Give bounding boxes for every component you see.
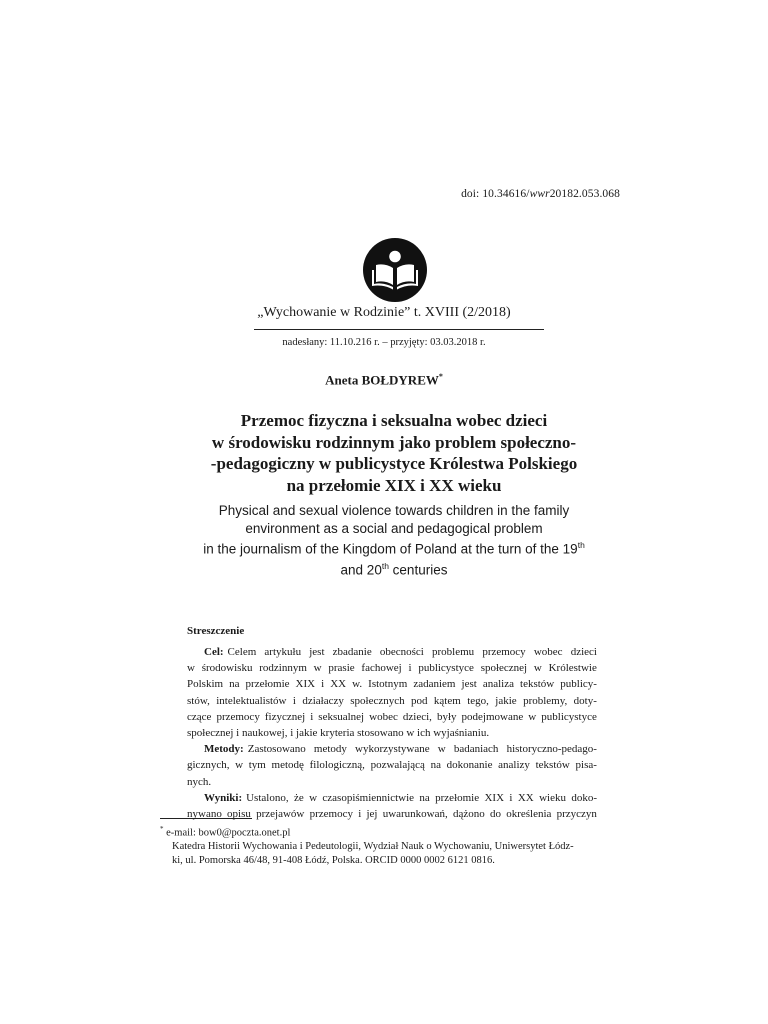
abstract-word: tym	[248, 759, 266, 772]
title-english-line: environment as a social and pedagogical problem	[245, 520, 543, 536]
abstract-word: i	[358, 807, 362, 820]
abstract-label-metody: Metody:	[204, 743, 244, 756]
title-polish	[150, 410, 638, 496]
author-footnote-marker: *	[438, 372, 443, 381]
title-english-text: centuries	[388, 562, 448, 578]
abstract-word: publicystyce	[418, 662, 474, 675]
abstract-word: stów,	[187, 694, 210, 707]
abstract-word: na	[430, 759, 441, 772]
abstract-word: przełomie	[245, 678, 290, 691]
abstract-word: intelektualistów	[216, 694, 287, 707]
abstract-word: filologiczną,	[309, 759, 365, 772]
abstract-word: Istotnym	[368, 678, 408, 691]
abstract-text	[187, 676, 597, 692]
abstract-line	[187, 741, 597, 757]
abstract-word: jest	[461, 678, 477, 691]
abstract-word: na	[229, 678, 240, 691]
abstract-word: problemu	[432, 646, 475, 658]
abstract-word: społecznej	[480, 662, 528, 675]
abstract-word: dzieci,	[402, 710, 432, 723]
abstract-word: obecności	[379, 646, 424, 658]
footnote-line: ki, ul. Pomorska 46/48, 91-408 Łódź, Polska. ORCID 0000 0002 6121 0816.	[172, 855, 495, 867]
abstract-text: społecznej i naukowej, i jakie kryteria stosowano w ich wyjaśnianiu.	[187, 726, 490, 739]
abstract-text	[248, 741, 597, 757]
abstract-word: kątem	[433, 694, 461, 707]
abstract-word: jest	[309, 646, 325, 658]
abstract-word: w	[528, 710, 537, 723]
abstract-word: uwarunkowań,	[382, 807, 448, 820]
abstract-word: publicy-	[560, 678, 597, 691]
abstract-word: i	[310, 710, 314, 723]
abstract-word: fachowej	[361, 662, 402, 675]
footnote-line	[160, 823, 620, 840]
abstract-label-cel: Cel:	[204, 646, 224, 658]
title-english-line	[150, 558, 638, 579]
abstract-body	[187, 644, 597, 822]
abstract-word: w	[309, 791, 318, 804]
header-divider	[254, 329, 544, 330]
abstract-word: zadaniem	[413, 678, 456, 691]
abstract-line	[187, 693, 597, 709]
abstract-line	[187, 676, 597, 692]
footnote-marker: *	[160, 825, 164, 833]
abstract-word: pisa-	[575, 759, 597, 772]
abstract-word: działaczy	[302, 694, 344, 707]
title-english-line	[150, 537, 638, 558]
abstract-word: na	[419, 791, 430, 804]
abstract-word: czące	[187, 710, 212, 723]
abstract-word: wobec	[369, 710, 398, 723]
abstract-word: w.	[352, 678, 363, 691]
abstract-text	[228, 644, 597, 660]
abstract-word: wobec	[533, 646, 563, 658]
title-polish-line: w środowisku rodzinnym jako problem społeczno-	[211, 432, 577, 452]
abstract-word: dążono	[452, 807, 485, 820]
abstract-word: w	[437, 743, 446, 756]
abstract-word: wieku	[539, 791, 566, 804]
abstract-line	[187, 660, 597, 676]
abstract-word: i	[509, 791, 513, 804]
abstract-word: do	[489, 807, 501, 820]
abstract-word: przełomie	[435, 791, 480, 804]
title-english-text: and 20	[340, 562, 382, 578]
abstract-word: pozwalającą	[370, 759, 425, 772]
abstract-word: w	[187, 662, 195, 675]
abstract-word: jakie	[495, 694, 517, 707]
ordinal-suffix: th	[577, 540, 585, 550]
abstract-heading: Streszczenie	[187, 625, 245, 637]
abstract-word: podejmowane	[461, 710, 524, 723]
abstract-word: XX	[517, 791, 534, 804]
abstract-word: Królestwie	[548, 662, 597, 675]
journal-citation: „Wychowanie w Rodzinie” t. XVIII (2/2018)	[257, 305, 511, 320]
abstract-word: Polskim	[187, 678, 224, 691]
abstract-word: wykorzystywane	[355, 743, 430, 756]
abstract-word: dokonanie	[446, 759, 493, 772]
abstract-word: Zastosowano	[247, 743, 306, 756]
author-footnote	[160, 823, 620, 868]
abstract-word: analizy	[498, 759, 530, 772]
abstract-word: w	[533, 662, 542, 675]
abstract-word: fizycznej	[264, 710, 306, 723]
abstract-word: seksualnej	[318, 710, 365, 723]
abstract-word: w	[235, 759, 244, 772]
abstract-word: pod	[411, 694, 428, 707]
doi-prefix: doi: 10.34616/	[461, 188, 530, 200]
abstract-word: dzieci	[570, 646, 597, 658]
title-english-text: in the journalism of the Kingdom of Poland at the turn of the 19	[203, 541, 578, 557]
abstract-word: że	[293, 791, 304, 804]
abstract-text	[187, 693, 597, 709]
abstract-word: środowisku	[201, 662, 253, 675]
abstract-word: określenia	[506, 807, 552, 820]
author-name-text: Aneta BOŁDYREW	[325, 372, 439, 388]
abstract-word: XIX	[295, 678, 316, 691]
title-polish-line: na przełomie XIX i XX wieku	[286, 475, 502, 495]
title-polish-line: Przemoc fizyczna i seksualna wobec dzieci	[240, 411, 548, 430]
abstract-word: i	[408, 662, 412, 675]
abstract-line	[187, 644, 597, 660]
ordinal-suffix: th	[381, 561, 389, 571]
abstract-word: były	[436, 710, 457, 723]
abstract-word: badaniach	[453, 743, 499, 756]
abstract-line	[187, 790, 597, 806]
abstract-word: tekstów	[535, 759, 570, 772]
abstract-word: gicznych,	[187, 759, 230, 772]
abstract-word: tekstów	[520, 678, 555, 691]
abstract-word: i	[321, 678, 325, 691]
abstract-word: historyczno-pedago-	[506, 743, 597, 756]
footnote-divider	[160, 818, 252, 819]
abstract-word: metodę	[271, 759, 304, 772]
abstract-text	[187, 806, 597, 822]
abstract-word: analiza	[482, 678, 514, 691]
abstract-text	[246, 790, 597, 806]
abstract-word: rodzinnym	[259, 662, 307, 675]
submission-dates: nadesłany: 11.10.216 r. – przyjęty: 03.03.2018 r.	[282, 337, 486, 348]
abstract-word: Ustalono,	[246, 791, 289, 804]
abstract-word: artykułu	[264, 646, 302, 658]
abstract-word: jej	[366, 807, 378, 820]
doi-suffix: 20182.053.068	[549, 188, 620, 200]
abstract-label-wyniki: Wyniki:	[204, 791, 243, 804]
author-name	[0, 372, 768, 388]
abstract-word: przyczyn	[556, 807, 597, 820]
abstract-word: przemocy	[482, 646, 526, 658]
doi-journal-code: wwr	[529, 188, 550, 200]
abstract-word: metody	[313, 743, 347, 756]
abstract-word: zbadanie	[332, 646, 372, 658]
abstract-word: XIX	[484, 791, 505, 804]
abstract-text	[187, 660, 597, 676]
abstract-word: w	[313, 662, 322, 675]
abstract-word: doko-	[571, 791, 597, 804]
abstract-word: publicystyce	[541, 710, 597, 723]
title-polish-line: -pedagogiczny w publicystyce Królestwa Polskiego	[210, 454, 578, 473]
abstract-text: nych.	[187, 775, 212, 788]
abstract-word: społecznych	[350, 694, 405, 707]
abstract-word: i	[292, 694, 296, 707]
abstract-word: przemocy	[216, 710, 260, 723]
abstract-text	[187, 757, 597, 773]
abstract-word: tego,	[467, 694, 489, 707]
abstract-word: czasopiśmiennictwie	[322, 791, 415, 804]
abstract-text	[187, 709, 597, 725]
doi-line	[461, 188, 620, 200]
title-english-line: Physical and sexual violence towards children in the family	[218, 503, 570, 518]
abstract-word: przejawów	[256, 807, 305, 820]
abstract-line	[187, 806, 597, 822]
abstract-line	[187, 709, 597, 725]
abstract-word: XX	[330, 678, 347, 691]
abstract-word: nywano	[187, 807, 222, 820]
abstract-word: problemy,	[523, 694, 568, 707]
abstract-word: prasie	[328, 662, 355, 675]
abstract-word: Celem	[227, 646, 257, 658]
abstract-line	[187, 774, 597, 790]
footnote-email: e-mail: bow0@poczta.onet.pl	[166, 827, 291, 839]
footnote-line: Katedra Historii Wychowania i Pedeutologii, Wydział Nauk o Wychowaniu, Uniwersytet Łódz-	[172, 841, 574, 853]
abstract-line	[187, 725, 597, 741]
abstract-line	[187, 757, 597, 773]
journal-logo-icon	[362, 237, 428, 303]
abstract-word: doty-	[573, 694, 597, 707]
title-english	[150, 502, 638, 579]
abstract-word: przemocy	[309, 807, 353, 820]
abstract-word: opisu	[227, 807, 251, 820]
